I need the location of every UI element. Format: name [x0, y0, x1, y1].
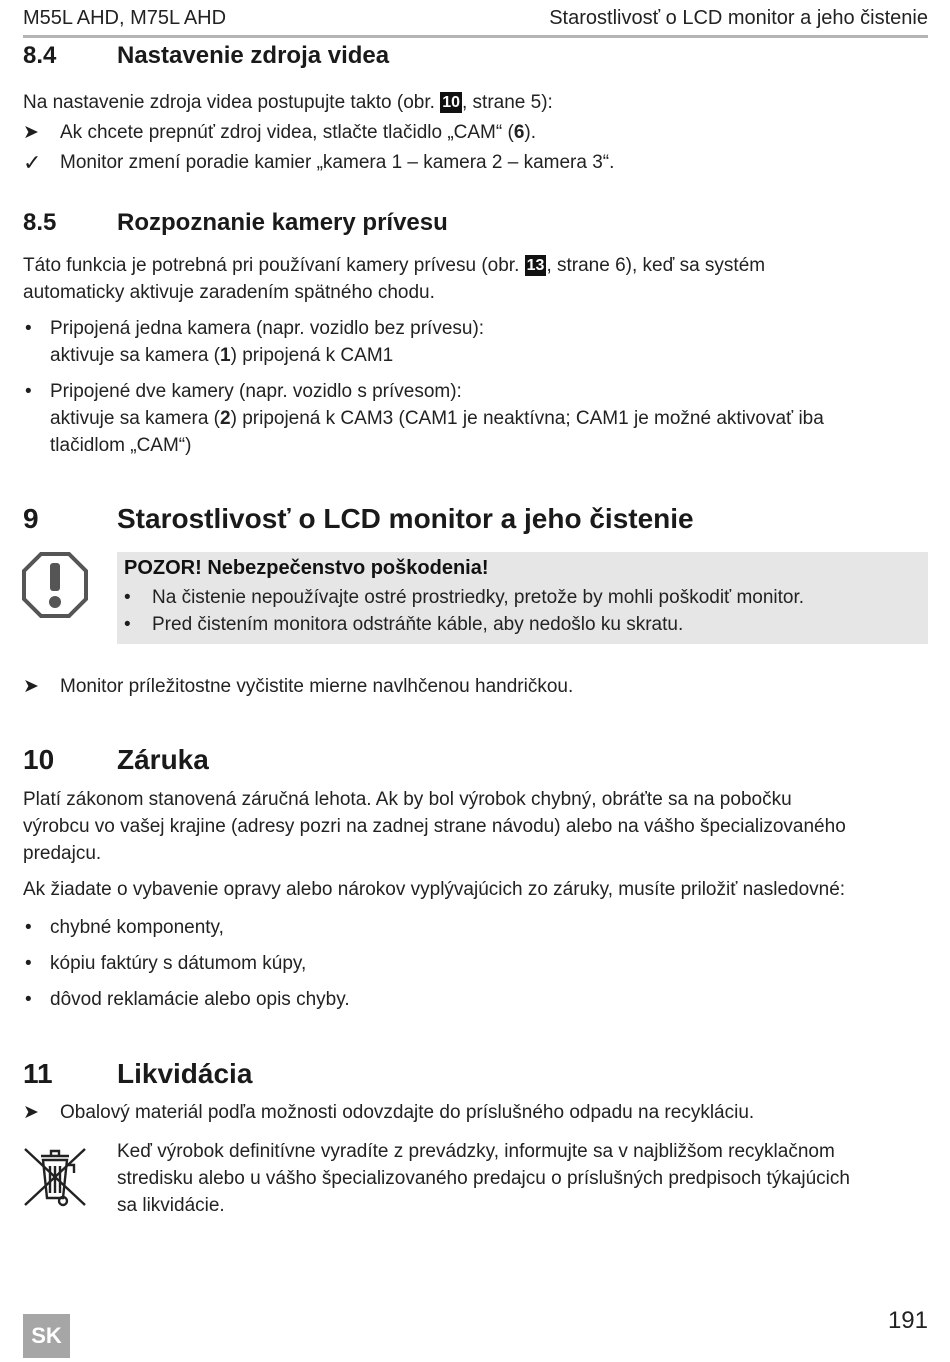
bullet-item-two-cameras-l3: tlačidlom „CAM“) — [50, 435, 192, 456]
section-8-4-number: 8.4 — [23, 42, 57, 69]
list-item: kópiu faktúry s dátumom kúpy, — [50, 953, 307, 974]
section-8-5-para-line2: automaticky aktivuje zaradením spätného chodu. — [23, 282, 435, 303]
warning-title: POZOR! Nebezpečenstvo poškodenia! — [124, 557, 489, 579]
crossed-out-wheelie-bin-icon — [22, 1143, 88, 1211]
section-8-4-step: Ak chcete prepnúť zdroj videa, stlačte tlačidlo „CAM“ (6). — [60, 122, 536, 143]
bullet-icon: • — [25, 953, 32, 974]
bullet-icon: • — [25, 318, 32, 339]
section-9-step: Monitor príležitostne vyčistite mierne navlhčenou handričkou. — [60, 676, 574, 697]
section-8-5-para-line1: Táto funkcia je potrebná pri používaní kamery prívesu (obr. 13 , strane 6), keď sa systém — [23, 255, 766, 276]
section-9-title: Starostlivosť o LCD monitor a jeho čistenie — [117, 503, 694, 534]
bullet-icon: • — [25, 917, 32, 938]
bullet-item-two-cameras-l2: aktivuje sa kamera (2) pripojená k CAM3 (CAM1 je neaktívna; CAM1 je možné aktivovať iba — [50, 408, 824, 429]
action-arrow-icon: ➤ — [23, 1102, 39, 1123]
section-10-para1-l3: predajcu. — [23, 843, 102, 864]
section-11-para-l3: sa likvidácie. — [117, 1195, 225, 1216]
figure-ref-badge: 10 — [442, 94, 460, 111]
list-item: chybné komponenty, — [50, 917, 224, 938]
warning-octagon-icon — [21, 551, 89, 619]
section-11-para-l1: Keď výrobok definitívne vyradíte z prevádzky, informujte sa v najbližšom recyklačnom — [117, 1141, 835, 1162]
section-11-number: 11 — [23, 1058, 53, 1089]
section-8-4-intro: Na nastavenie zdroja videa postupujte takto (obr. 10 , strane 5): — [23, 92, 553, 113]
section-10-para1-l1: Platí zákonom stanovená záručná lehota. Ak by bol výrobok chybný, obráťte sa na pobočku — [23, 789, 792, 810]
bullet-icon: • — [124, 614, 131, 635]
running-header-chapter: Starostlivosť o LCD monitor a jeho čistenie — [549, 7, 928, 29]
bullet-icon: • — [25, 989, 32, 1010]
list-item: dôvod reklamácie alebo opis chyby. — [50, 989, 350, 1010]
warning-item: Pred čistením monitora odstráňte káble, aby nedošlo ku skratu. — [152, 614, 684, 635]
section-8-4-title: Nastavenie zdroja videa — [117, 42, 390, 69]
section-10-para2: Ak žiadate o vybavenie opravy alebo nárokov vyplývajúcich zo záruky, musíte priložiť nasledovné: — [23, 879, 846, 900]
section-11-title: Likvidácia — [117, 1058, 253, 1089]
figure-ref-badge: 13 — [526, 257, 545, 274]
action-arrow-icon: ➤ — [23, 676, 39, 697]
section-10-number: 10 — [23, 744, 55, 775]
bullet-item-one-camera-l1: Pripojená jedna kamera (napr. vozidlo bez prívesu): — [50, 318, 485, 339]
page-number: 191 — [887, 1307, 928, 1334]
bullet-icon: • — [25, 381, 32, 402]
warning-item: Na čistenie nepoužívajte ostré prostriedky, pretože by mohli poškodiť monitor. — [152, 587, 805, 608]
section-10-para1-l2: výrobcu vo vašej krajine (adresy pozri na zadnej strane návodu) alebo na vášho špecializovaného — [23, 816, 846, 837]
section-9-number: 9 — [23, 503, 39, 534]
section-11-step: Obalový materiál podľa možnosti odovzdajte do príslušného odpadu na recykláciu. — [60, 1102, 755, 1123]
action-arrow-icon: ➤ — [23, 122, 39, 143]
section-8-5-number: 8.5 — [23, 209, 57, 236]
running-header-models: M55L AHD, M75L AHD — [23, 7, 227, 29]
section-11-para-l2: stredisku alebo u vášho špecializovaného predajcu o príslušných predpisoch týkajúcich — [117, 1168, 850, 1189]
check-icon: ✓ — [23, 150, 42, 175]
bullet-item-two-cameras-l1: Pripojené dve kamery (napr. vozidlo s prívesom): — [50, 381, 462, 402]
bullet-icon: • — [124, 587, 131, 608]
section-10-title: Záruka — [117, 744, 209, 775]
language-tab: SK — [23, 1314, 70, 1358]
section-8-5-title: Rozpoznanie kamery prívesu — [117, 209, 448, 236]
header-rule — [23, 35, 928, 38]
section-8-4-result: Monitor zmení poradie kamier „kamera 1 – kamera 2 – kamera 3“. — [60, 152, 615, 173]
bullet-item-one-camera-l2: aktivuje sa kamera (1) pripojená k CAM1 — [50, 345, 394, 366]
